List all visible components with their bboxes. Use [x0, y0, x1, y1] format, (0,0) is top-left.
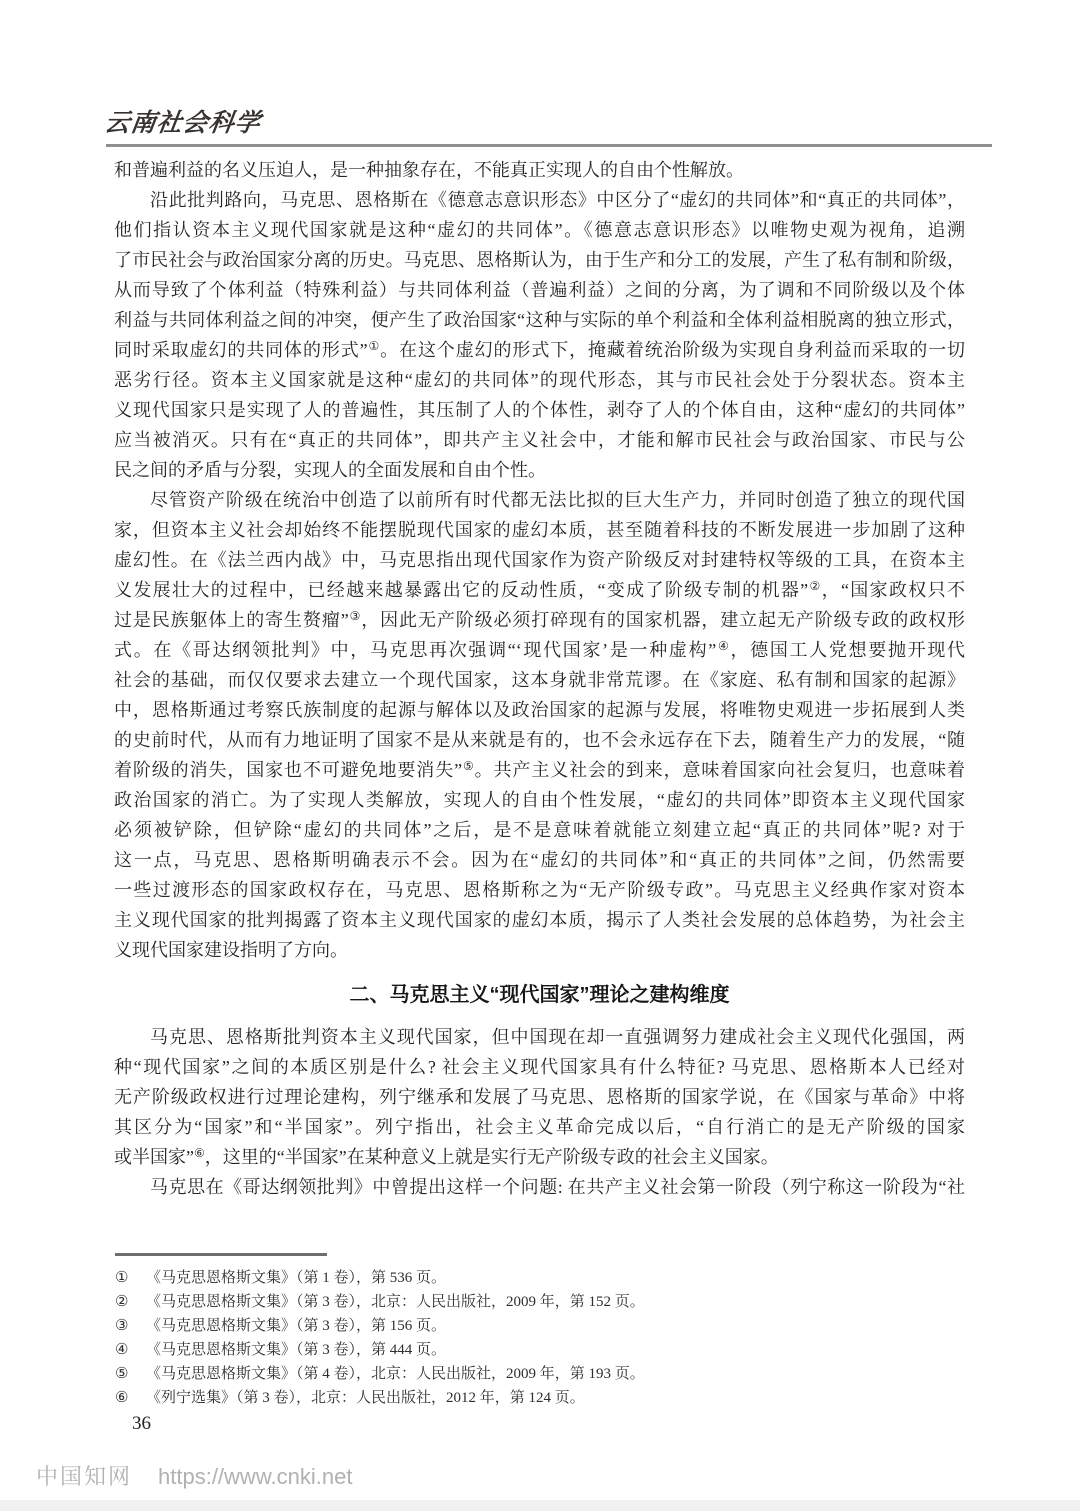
text-line: 民之间的矛盾与分裂，实现人的全面发展和自由个性。: [114, 460, 546, 480]
footnotes: [115, 1253, 975, 1410]
footnote-marker: ④: [115, 1342, 129, 1358]
masthead-rule: [106, 144, 992, 147]
text-line: 其区分为“国家”和“半国家”。列宁指出，社会主义革命完成以后，“自行消亡的是无产阶级的国家: [114, 1117, 965, 1137]
text-line: 着阶级的消失，国家也不可避免地要消失”⑤。共产主义社会的到来，意味着国家向社会复归，也意味着: [114, 759, 965, 780]
cnki-url: https://www.cnki.net: [158, 1464, 353, 1489]
text-line: 种“现代国家”之间的本质区别是什么? 社会主义现代国家具有什么特征? 马克思、恩格斯本人已经对: [114, 1057, 965, 1077]
footnote-text: 《马克思恩格斯文集》（第 4 卷），北京：人民出版社，2009 年，第 193 页。: [146, 1366, 645, 1382]
footnote-separator: [115, 1253, 327, 1256]
text-line: 沿此批判路向，马克思、恩格斯在《德意志意识形态》中区分了“虚幻的共同体”和“真正的共同体”，: [150, 190, 965, 210]
text-line: 同时采取虚幻的共同体的形式”①。在这个虚幻的形式下，掩藏着统治阶级为实现自身利益而采取的一切: [114, 339, 965, 360]
section-heading: 二、马克思主义“现代国家”理论之建构维度: [349, 984, 730, 1006]
text-line: 虚幻性。在《法兰西内战》中，马克思指出现代国家作为资产阶级反对封建特权等级的工具，在资本主: [114, 550, 965, 570]
text-line: 应当被消灭。只有在“真正的共同体”，即共产主义社会中，才能和解市民社会与政治国家、市民与公: [114, 430, 965, 450]
text-line: 恶劣行径。资本主义国家就是这种“虚幻的共同体”的现代形态，其与市民社会处于分裂状态。资本主: [114, 370, 965, 390]
text-line: 利益与共同体利益之间的冲突，便产生了政治国家“这种与实际的单个利益和全体利益相脱离的独立形式，: [114, 310, 965, 330]
text-line: 了市民社会与政治国家分离的历史。马克思、恩格斯认为，由于生产和分工的发展，产生了私有制和阶级，: [114, 250, 965, 270]
viewer-bottom-strip: [0, 1500, 1080, 1511]
footnote-item: [115, 1314, 975, 1338]
footnote-text: 《列宁选集》（第 3 卷），北京：人民出版社，2012 年，第 124 页。: [146, 1390, 585, 1406]
text-line: 义现代国家只是实现了人的普遍性，其压制了人的个体性，剥夺了人的个体自由，这种“虚幻的共同体”: [114, 400, 965, 420]
text-line: 或半国家”⑥，这里的“半国家”在某种意义上就是实行无产阶级专政的社会主义国家。: [114, 1146, 779, 1167]
footnote-item: [115, 1362, 975, 1386]
text-line: 的史前时代，从而有力地证明了国家不是从来就是有的，也不会永远存在下去，随着生产力的发展，“随: [114, 730, 965, 750]
text-line: 他们指认资本主义现代国家就是这种“虚幻的共同体”。《德意志意识形态》以唯物史观为视角，追溯: [114, 220, 965, 240]
text-line: 这一点，马克思、恩格斯明确表示不会。因为在“虚幻的共同体”和“真正的共同体”之间，仍然需要: [114, 850, 965, 870]
footnote-marker: ⑥: [115, 1390, 129, 1406]
text-line: 尽管资产阶级在统治中创造了以前所有时代都无法比拟的巨大生产力，并同时创造了独立的现代国: [150, 490, 965, 510]
text-line: 一些过渡形态的国家政权存在，马克思、恩格斯称之为“无产阶级专政”。马克思主义经典作家对资本: [114, 880, 965, 900]
text-line: 中，恩格斯通过考察氏族制度的起源与解体以及政治国家的起源与发展，将唯物史观进一步拓展到人类: [114, 700, 965, 720]
journal-logo: 云南社会科学: [102, 110, 263, 137]
text-line: 必须被铲除，但铲除“虚幻的共同体”之后，是不是意味着就能立刻建立起“真正的共同体”呢? 对于: [114, 820, 965, 840]
text-line: 和普遍利益的名义压迫人，是一种抽象存在，不能真正实现人的自由个性解放。: [114, 160, 744, 180]
cnki-site-name: 中国知网: [36, 1464, 133, 1489]
text-line: 社会的基础，而仅仅要求去建立一个现代国家，这本身就非常荒谬。在《家庭、私有制和国家的起源》: [114, 670, 965, 690]
footnote-text: 《马克思恩格斯文集》（第 3 卷），北京：人民出版社，2009 年，第 152 页。: [146, 1294, 645, 1310]
text-line: 无产阶级政权进行过理论建构，列宁继承和发展了马克思、恩格斯的国家学说，在《国家与革命》中将: [114, 1087, 965, 1107]
footnote-marker: ③: [115, 1318, 129, 1334]
text-line: 义现代国家建设指明了方向。: [114, 940, 348, 960]
footnote-text: 《马克思恩格斯文集》（第 1 卷），第 536 页。: [146, 1270, 447, 1286]
footnote-item: [115, 1338, 975, 1362]
text-line: 过是民族躯体上的寄生赘瘤”③，因此无产阶级必须打碎现有的国家机器，建立起无产阶级专政的政权形: [114, 609, 965, 630]
footnote-text: 《马克思恩格斯文集》（第 3 卷），第 444 页。: [146, 1342, 447, 1358]
footnote-marker: ⑤: [115, 1366, 129, 1382]
text-line: 主义现代国家的批判揭露了资本主义现代国家的虚幻本质，揭示了人类社会发展的总体趋势，为社会主: [114, 910, 965, 930]
text-line: 从而导致了个体利益（特殊利益）与共同体利益（普遍利益）之间的分离，为了调和不同阶级以及个体: [114, 280, 965, 300]
text-line: 家，但资本主义社会却始终不能摆脱现代国家的虚幻本质，甚至随着科技的不断发展进一步加剧了这种: [114, 520, 965, 540]
footnote-text: 《马克思恩格斯文集》（第 3 卷），第 156 页。: [146, 1318, 447, 1334]
footnote-item: [115, 1386, 975, 1410]
text-line: 式。在《哥达纲领批判》中，马克思再次强调“‘现代国家’是一种虚构”④，德国工人党想要抛开现代: [114, 639, 965, 660]
footnote-marker: ②: [115, 1294, 129, 1310]
footnote-item: [115, 1266, 975, 1290]
footnote-marker: ①: [115, 1270, 129, 1286]
text-line: 马克思、恩格斯批判资本主义现代国家，但中国现在却一直强调努力建成社会主义现代化强国，两: [150, 1027, 965, 1047]
text-line: 义发展壮大的过程中，已经越来越暴露出它的反动性质，“变成了阶级专制的机器”②，“国家政权只不: [114, 579, 965, 600]
article-body: [114, 155, 965, 1202]
footnote-list: [115, 1266, 975, 1410]
text-line: 马克思在《哥达纲领批判》中曾提出这样一个问题: 在共产主义社会第一阶段（列宁称这一阶段为“社: [150, 1177, 965, 1197]
page-number: 36: [132, 1413, 151, 1434]
cnki-watermark: [36, 1460, 352, 1491]
text-line: 政治国家的消亡。为了实现人类解放，实现人的自由个性发展，“虚幻的共同体”即资本主义现代国家: [114, 790, 965, 810]
footnote-item: [115, 1290, 975, 1314]
